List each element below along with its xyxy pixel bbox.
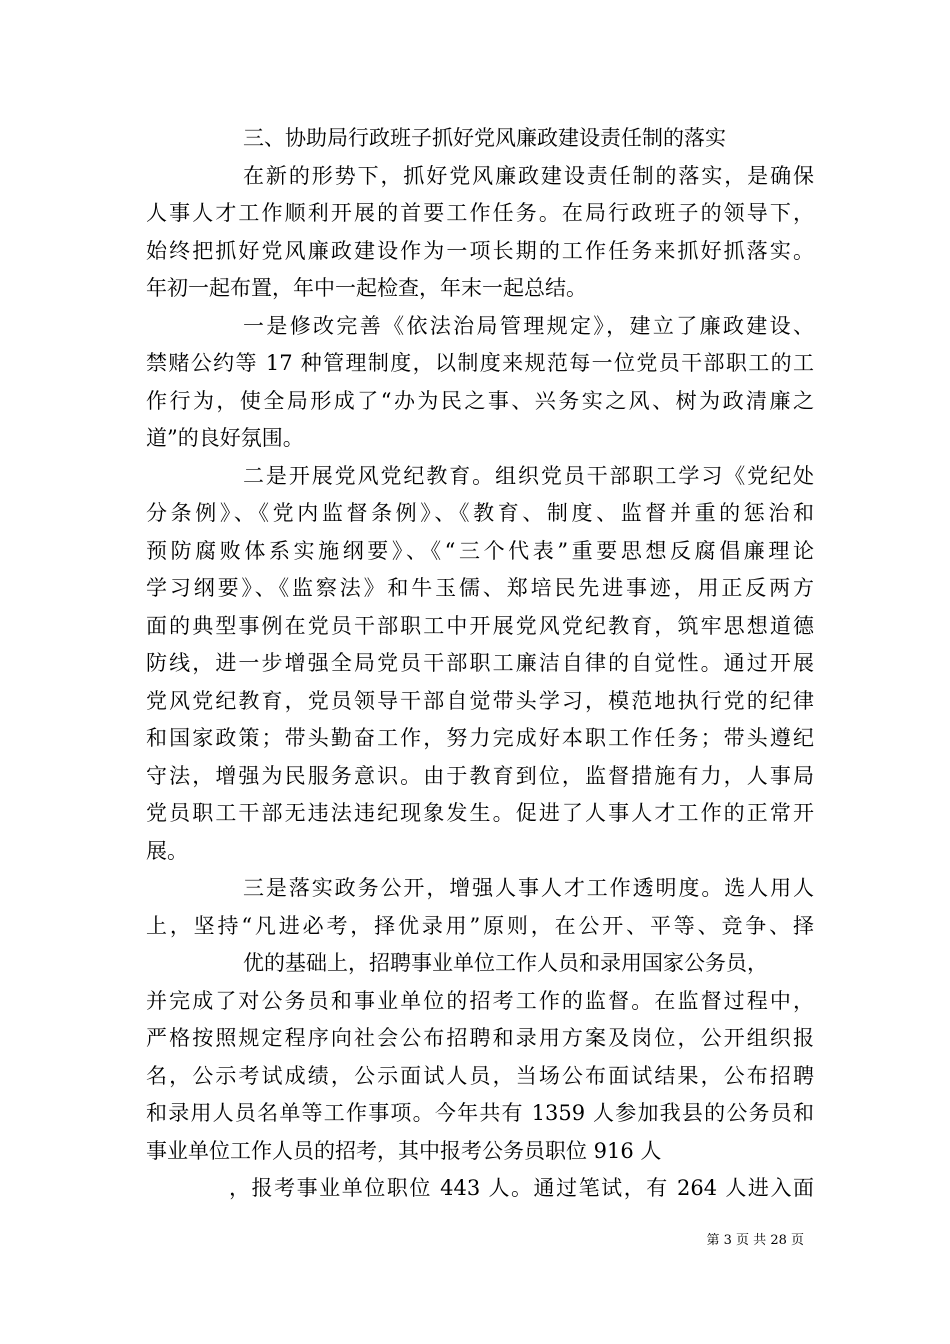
paragraph-line: 预防腐败体系实施纲要》、《“三个代表”重要思想反腐倡廉理论 — [146, 538, 814, 563]
paragraph-line: 人事人才工作顺利开展的首要工作任务。在局行政班子的领导下， — [146, 201, 814, 225]
paragraph-line: 学习纲要》、《监察法》和牛玉儒、郑培民先进事迹，用正反两方 — [146, 576, 814, 600]
paragraph-line: 一是修改完善《依法治局管理规定》，建立了廉政建设、 — [243, 313, 814, 338]
paragraph-line: 面的典型事例在党员干部职工中开展党风党纪教育，筑牢思想道德 — [146, 613, 814, 638]
paragraph-line: 二是开展党风党纪教育。组织党员干部职工学习《党纪处 — [243, 463, 814, 488]
paragraph-line: 作行为，使全局形成了“办为民之事、兴务实之风、树为政清廉之 — [146, 388, 814, 413]
paragraph-line: 上，坚持“凡进必考，择优录用”原则，在公开、平等、竞争、择 — [146, 913, 814, 938]
paragraph-line: 严格按照规定程序向社会公布招聘和录用方案及岗位，公开组织报 — [146, 1026, 814, 1050]
paragraph-line: 党风党纪教育，党员领导干部自觉带头学习，模范地执行党的纪律 — [146, 688, 814, 713]
paragraph-line: 展。 — [146, 838, 188, 863]
paragraph-line: 和国家政策；带头勤奋工作，努力完成好本职工作任务；带头遵纪 — [146, 726, 814, 750]
paragraph-line: 优的基础上，招聘事业单位工作人员和录用国家公务员， — [243, 951, 768, 975]
paragraph-line: 和录用人员名单等工作事项。今年共有 1359 人参加我县的公务员和 — [146, 1101, 814, 1125]
paragraph-line: 禁赌公约等 17 种管理制度，以制度来规范每一位党员干部职工的工 — [146, 351, 814, 375]
paragraph-line: ，报考事业单位职位 443 人。通过笔试，有 264 人进入面 — [229, 1176, 814, 1200]
paragraph-line: 并完成了对公务员和事业单位的招考工作的监督。在监督过程中， — [146, 988, 814, 1013]
paragraph-line: 事业单位工作人员的招考，其中报考公务员职位 916 人 — [146, 1138, 662, 1163]
paragraph-line: 党员职工干部无违法违纪现象发生。促进了人事人才工作的正常开 — [146, 801, 814, 825]
paragraph-line: 分条例》、《党内监督条例》、《教育、制度、监督并重的惩治和 — [146, 501, 814, 525]
paragraph-line: 守法，增强为民服务意识。由于教育到位，监督措施有力，人事局 — [146, 763, 814, 788]
paragraph-line: 防线，进一步增强全局党员干部职工廉洁自律的自觉性。通过开展 — [146, 651, 814, 675]
document-body — [146, 120, 814, 1208]
paragraph-line: 始终把抓好党风廉政建设作为一项长期的工作任务来抓好抓落实。 — [146, 238, 814, 263]
paragraph-line: 道”的良好氛围。 — [146, 426, 304, 450]
paragraph-line: 在新的形势下，抓好党风廉政建设责任制的落实，是确保 — [243, 163, 814, 188]
section-heading: 三、协助局行政班子抓好党风廉政建设责任制的落实 — [243, 126, 726, 150]
page-number: 第 3 页 共 28 页 — [706, 1233, 804, 1248]
paragraph-line: 名，公示考试成绩，公示面试人员，当场公布面试结果，公布招聘 — [146, 1063, 814, 1088]
paragraph-line: 三是落实政务公开，增强人事人才工作透明度。选人用人 — [243, 876, 814, 900]
paragraph-line: 年初一起布置，年中一起检查，年末一起总结。 — [146, 276, 587, 300]
